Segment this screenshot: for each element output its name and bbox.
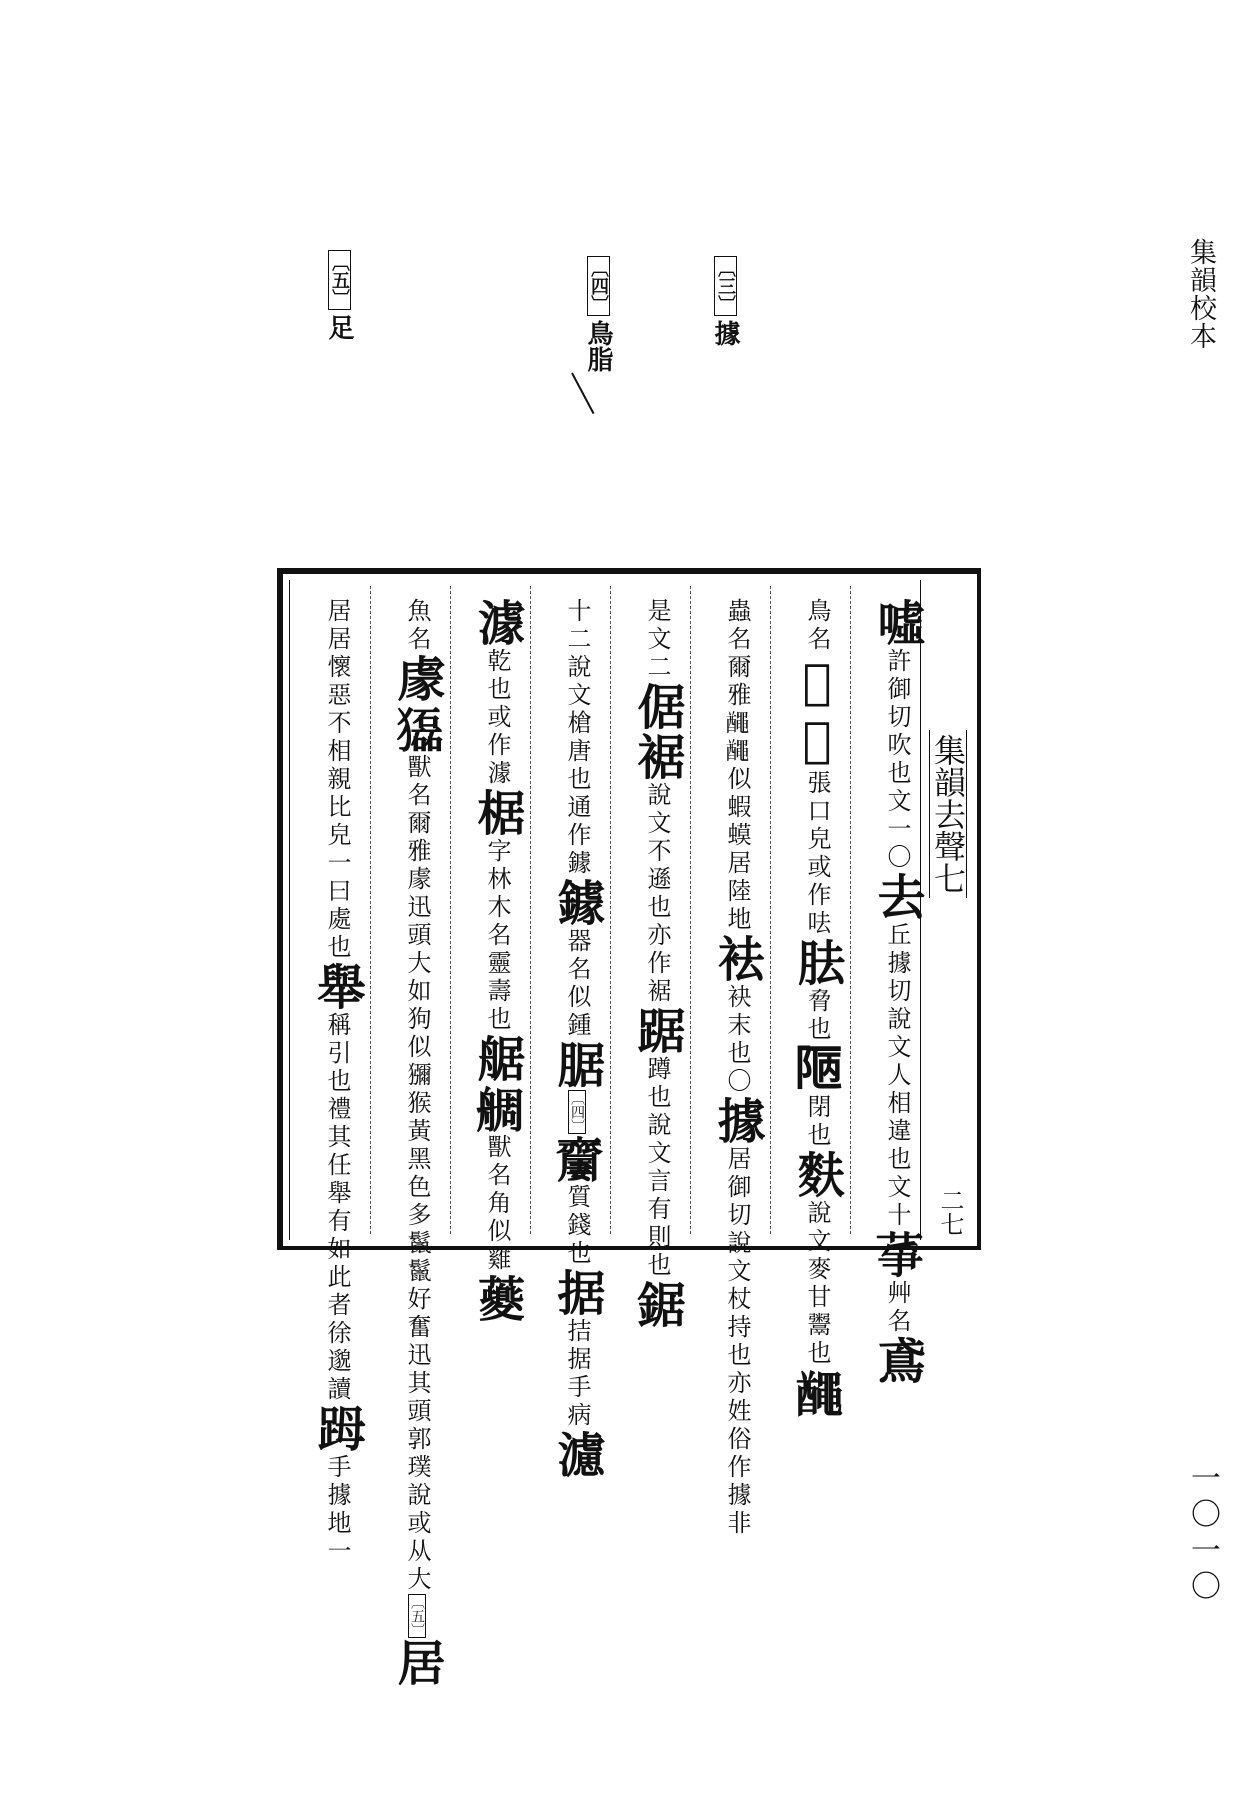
note-text: 據 <box>710 320 740 346</box>
gloss-text: 袂末也〇 <box>723 984 751 1096</box>
headword: 舉 <box>309 962 365 1012</box>
gloss-text: 拮据手病 <box>563 1318 591 1430</box>
note-number: 〔四〕 <box>587 256 610 316</box>
text-column-5 <box>538 598 605 1480</box>
headword: 據 <box>709 1096 765 1146</box>
column-rule <box>370 586 371 1234</box>
text-column-3 <box>698 598 765 1538</box>
headword: 袪 <box>709 934 765 984</box>
text-column-8 <box>298 598 365 1566</box>
note-number: 〔五〕 <box>328 250 351 310</box>
gloss-text: 稱引也禮其任舉有如此者徐邈讀 <box>323 1012 351 1404</box>
gloss-text: 器名似鍾 <box>563 928 591 1040</box>
gloss-text: 居御切說文杖持也亦姓俗作據非 <box>723 1146 751 1538</box>
headword: 椐 <box>469 788 525 838</box>
headword: 踞 <box>629 1006 685 1056</box>
headword: 胠 <box>789 938 845 988</box>
column-rule <box>450 586 451 1234</box>
note-marker: 〔四〕 <box>569 1091 585 1133</box>
headword: 艍𦩍 <box>469 1034 525 1134</box>
column-rule <box>770 586 771 1234</box>
running-title: 集韻校本 <box>1185 238 1216 350</box>
gloss-text: 說文不遜也亦作裾 <box>643 782 671 1006</box>
woodblock-frame <box>277 568 981 1688</box>
note-text: 足 <box>324 314 354 340</box>
column-rule <box>690 586 691 1234</box>
gloss-text: 許御切吹也文一 <box>883 648 911 844</box>
column-rule <box>850 586 851 1234</box>
text-column-2 <box>778 598 845 1418</box>
gloss-text: 魚名 <box>403 598 431 654</box>
text-column-7 <box>378 598 445 1688</box>
headword: 噓 <box>869 598 925 648</box>
collation-note-4 <box>585 256 611 372</box>
gloss-text: 十二說文槍唐也通作鐻 <box>563 598 591 878</box>
gloss-text: 艸名 <box>883 1280 911 1336</box>
headword: 𦱊 <box>869 1230 925 1280</box>
headword: 倨裾 <box>629 682 685 782</box>
headword: 鐻 <box>549 878 605 928</box>
headword: 居 <box>389 1638 445 1688</box>
column-rule <box>610 586 611 1234</box>
gloss-text: 居居懷惡不相親比皃一曰處也 <box>323 598 351 962</box>
headword: 𧃍 <box>469 1274 525 1324</box>
gloss-text: 說文麥甘鬻也 <box>803 1200 831 1368</box>
headword: 𧿹 <box>309 1404 365 1454</box>
headword: 麩 <box>789 1150 845 1200</box>
gloss-text: 手據地一 <box>323 1454 351 1566</box>
gloss-text: 質錢也 <box>563 1184 591 1268</box>
headword: 濾 <box>549 1430 605 1480</box>
gloss-text: 鳥名 <box>803 598 831 654</box>
text-column-6 <box>458 598 525 1324</box>
gloss-text: 張口皃或作呿 <box>803 770 831 938</box>
headword: 𪓰 <box>789 1368 845 1418</box>
gloss-text: 乾也或作澽 <box>483 648 511 788</box>
column-rule <box>530 586 531 1234</box>
gloss-text: 是文二 <box>643 598 671 682</box>
headword: 𩔩呿 <box>789 654 845 770</box>
gloss-text: 脅也 <box>803 988 831 1044</box>
text-column-1 <box>858 598 925 1386</box>
note-number: 〔三〕 <box>714 256 737 316</box>
gloss-text: 閉也 <box>803 1094 831 1150</box>
text-area <box>289 580 925 1688</box>
gloss-text: 字林木名靈壽也 <box>483 838 511 1034</box>
note-marker: 〔五〕 <box>409 1595 425 1637</box>
headword: 豦𤢿 <box>389 654 445 754</box>
block-centre <box>927 580 971 1240</box>
gloss-text: 〇 <box>883 844 911 872</box>
gloss-text: 丘據切說文人相違也文十 <box>883 922 911 1230</box>
collation-note-3 <box>712 256 738 346</box>
collation-note-5 <box>326 250 352 340</box>
gloss-text: 蹲也說文言有則也 <box>643 1056 671 1280</box>
headword: 去 <box>869 872 925 922</box>
headword: 鋸 <box>629 1280 685 1330</box>
headword: 𨹟 <box>789 1044 845 1094</box>
text-column-4 <box>618 598 685 1330</box>
headword: 澽 <box>469 598 525 648</box>
headword: 据 <box>549 1268 605 1318</box>
block-centre-title: 集韻去聲七 <box>929 730 967 898</box>
page-number: 一〇一〇 <box>1185 1462 1220 1606</box>
headword: 𪗍 <box>549 1134 605 1184</box>
headword: 鳶 <box>869 1336 925 1386</box>
headword: 腒 <box>549 1040 605 1090</box>
gloss-text: 獸名角似雞 <box>483 1134 511 1274</box>
gloss-text: 獸名爾雅豦迅頭大如狗似獼猴黃黑色多鬣鬣好奮迅其頭郭璞說或从大 <box>403 754 431 1594</box>
leaf-number: 二七 <box>936 1188 964 1236</box>
note-text: 鳥脂 <box>583 320 613 372</box>
deletion-stroke <box>571 373 594 415</box>
gloss-text: 蟲名爾雅𪓰𪓰似蝦蟆居陸地 <box>723 598 751 934</box>
